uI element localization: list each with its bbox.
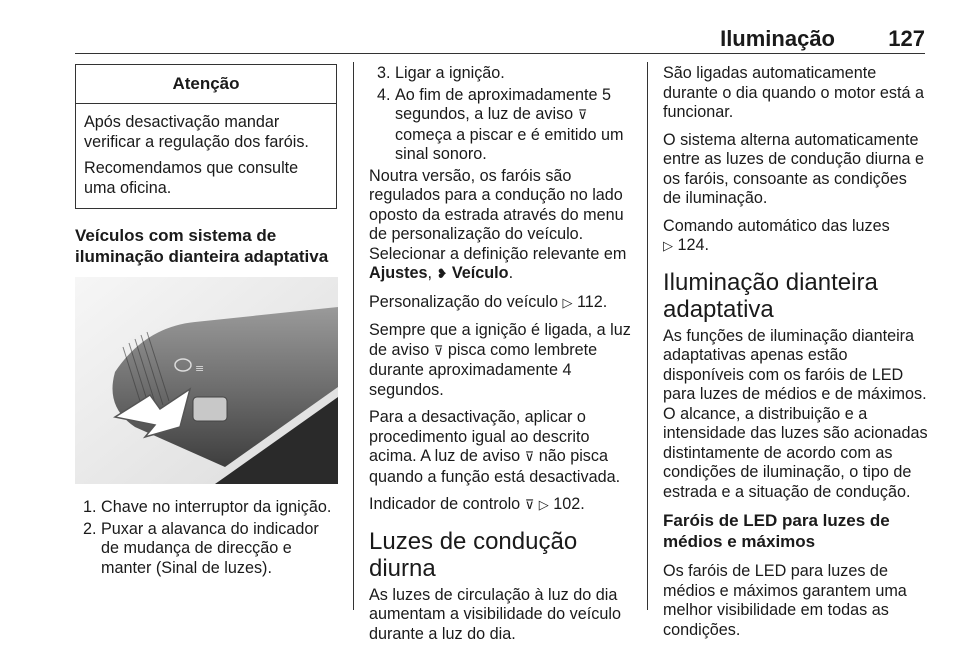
- section-title: Iluminação: [720, 26, 835, 51]
- warning-box: [75, 64, 337, 209]
- column-1: [75, 64, 338, 580]
- menu-path-vehicle: Veículo: [451, 264, 509, 282]
- paragraph: Para a desactivação, aplicar o procedimento igual ao descrito acima. A luz de aviso ⊽ não pisca quando a função está desactivada.: [369, 408, 621, 486]
- turn-signal-stalk-image: [75, 277, 338, 484]
- svg-text:≡: ≡: [195, 362, 205, 375]
- steps-list-1: [75, 498, 338, 578]
- paragraph: As luzes de circulação à luz do dia aumentam a visibilidade do veículo durante a luz do dia.: [369, 585, 621, 643]
- paragraph: Personalização do veículo ▷ 112.: [369, 292, 608, 311]
- header-rule: [75, 53, 925, 54]
- warning-text-2: Recomendamos que consulte uma oficina.: [84, 159, 299, 197]
- warning-light-icon: ⊽: [577, 108, 588, 123]
- paragraph: Sempre que a ignição é ligada, a luz de aviso ⊽ pisca como lembrete durante aproximadamente 4 segundos.: [369, 321, 631, 399]
- list-item: 1. Chave no interruptor da ignição.: [83, 498, 332, 516]
- page-number: 127: [888, 26, 925, 51]
- warning-light-icon: ⊽: [524, 498, 535, 513]
- paragraph: São ligadas automaticamente durante o dia quando o motor está a funcionar.: [663, 64, 924, 121]
- page-ref-arrow-icon: ▷: [538, 498, 549, 513]
- paragraph: Indicador de controlo ⊽ ▷ 102.: [369, 495, 585, 513]
- stalk-illustration: [75, 277, 338, 484]
- list-item: 4. Ao fim de aproximadamente 5 segundos, a luz de aviso ⊽ começa a piscar e é emitido um sinal sonoro.: [377, 85, 624, 163]
- list-item: 2. Puxar a alavanca do indicador de mudança de direcção e manter (Sinal de luzes).: [83, 519, 319, 577]
- column-3: [663, 64, 928, 648]
- section-heading-afl: Iluminação dianteira adaptativa: [663, 268, 878, 323]
- paragraph: O sistema alterna automaticamente entre as luzes de condução diurna e os faróis, consoante as condições de iluminação.: [663, 130, 924, 207]
- column-2: [369, 64, 632, 652]
- list-item: 3. Ligar a ignição.: [377, 64, 505, 82]
- page-ref-arrow-icon: ▷: [663, 239, 673, 254]
- paragraph: Noutra versão, os faróis são regulados para a condução no lado oposto da estrada através do menu de personalização do veículo. Selecionar a definição relevante em Ajustes, ❥ Veículo.: [369, 166, 627, 282]
- warning-light-icon: ⊽: [433, 343, 444, 359]
- warning-body: [76, 104, 336, 208]
- menu-path-settings: Ajustes: [369, 264, 428, 282]
- page-header: [75, 26, 925, 52]
- warning-text-1: Após desactivação mandar verificar a regulação dos faróis.: [84, 113, 309, 151]
- column-divider-1: [353, 62, 354, 610]
- menu-arrow-icon: ❥: [436, 267, 448, 282]
- column-divider-2: [647, 62, 648, 610]
- paragraph: As funções de iluminação dianteira adaptativas apenas estão disponíveis com os faróis de LED para luzes de médios e de máximos. O alcance, a distribuição e a intensidade das luzes são acionadas distintamente de acordo com as condições de iluminação, o tipo de estrada e a situação de condução.: [663, 326, 928, 501]
- paragraph: Comando automático das luzes ▷ 124.: [663, 216, 890, 254]
- warning-title: Atenção: [76, 65, 336, 104]
- subheading-led: Faróis de LED para luzes de médios e máximos: [663, 511, 890, 551]
- section-heading-drl: Luzes de condução diurna: [369, 527, 578, 582]
- steps-list-2: [369, 64, 632, 165]
- section-heading-afl-vehicles: Veículos com sistema de iluminação dianteira adaptativa: [75, 226, 329, 266]
- paragraph: Os faróis de LED para luzes de médios e máximos garantem uma melhor visibilidade em todas as condições.: [663, 562, 907, 639]
- warning-light-icon: ⊽: [524, 450, 535, 465]
- page-ref-arrow-icon: ▷: [562, 295, 573, 311]
